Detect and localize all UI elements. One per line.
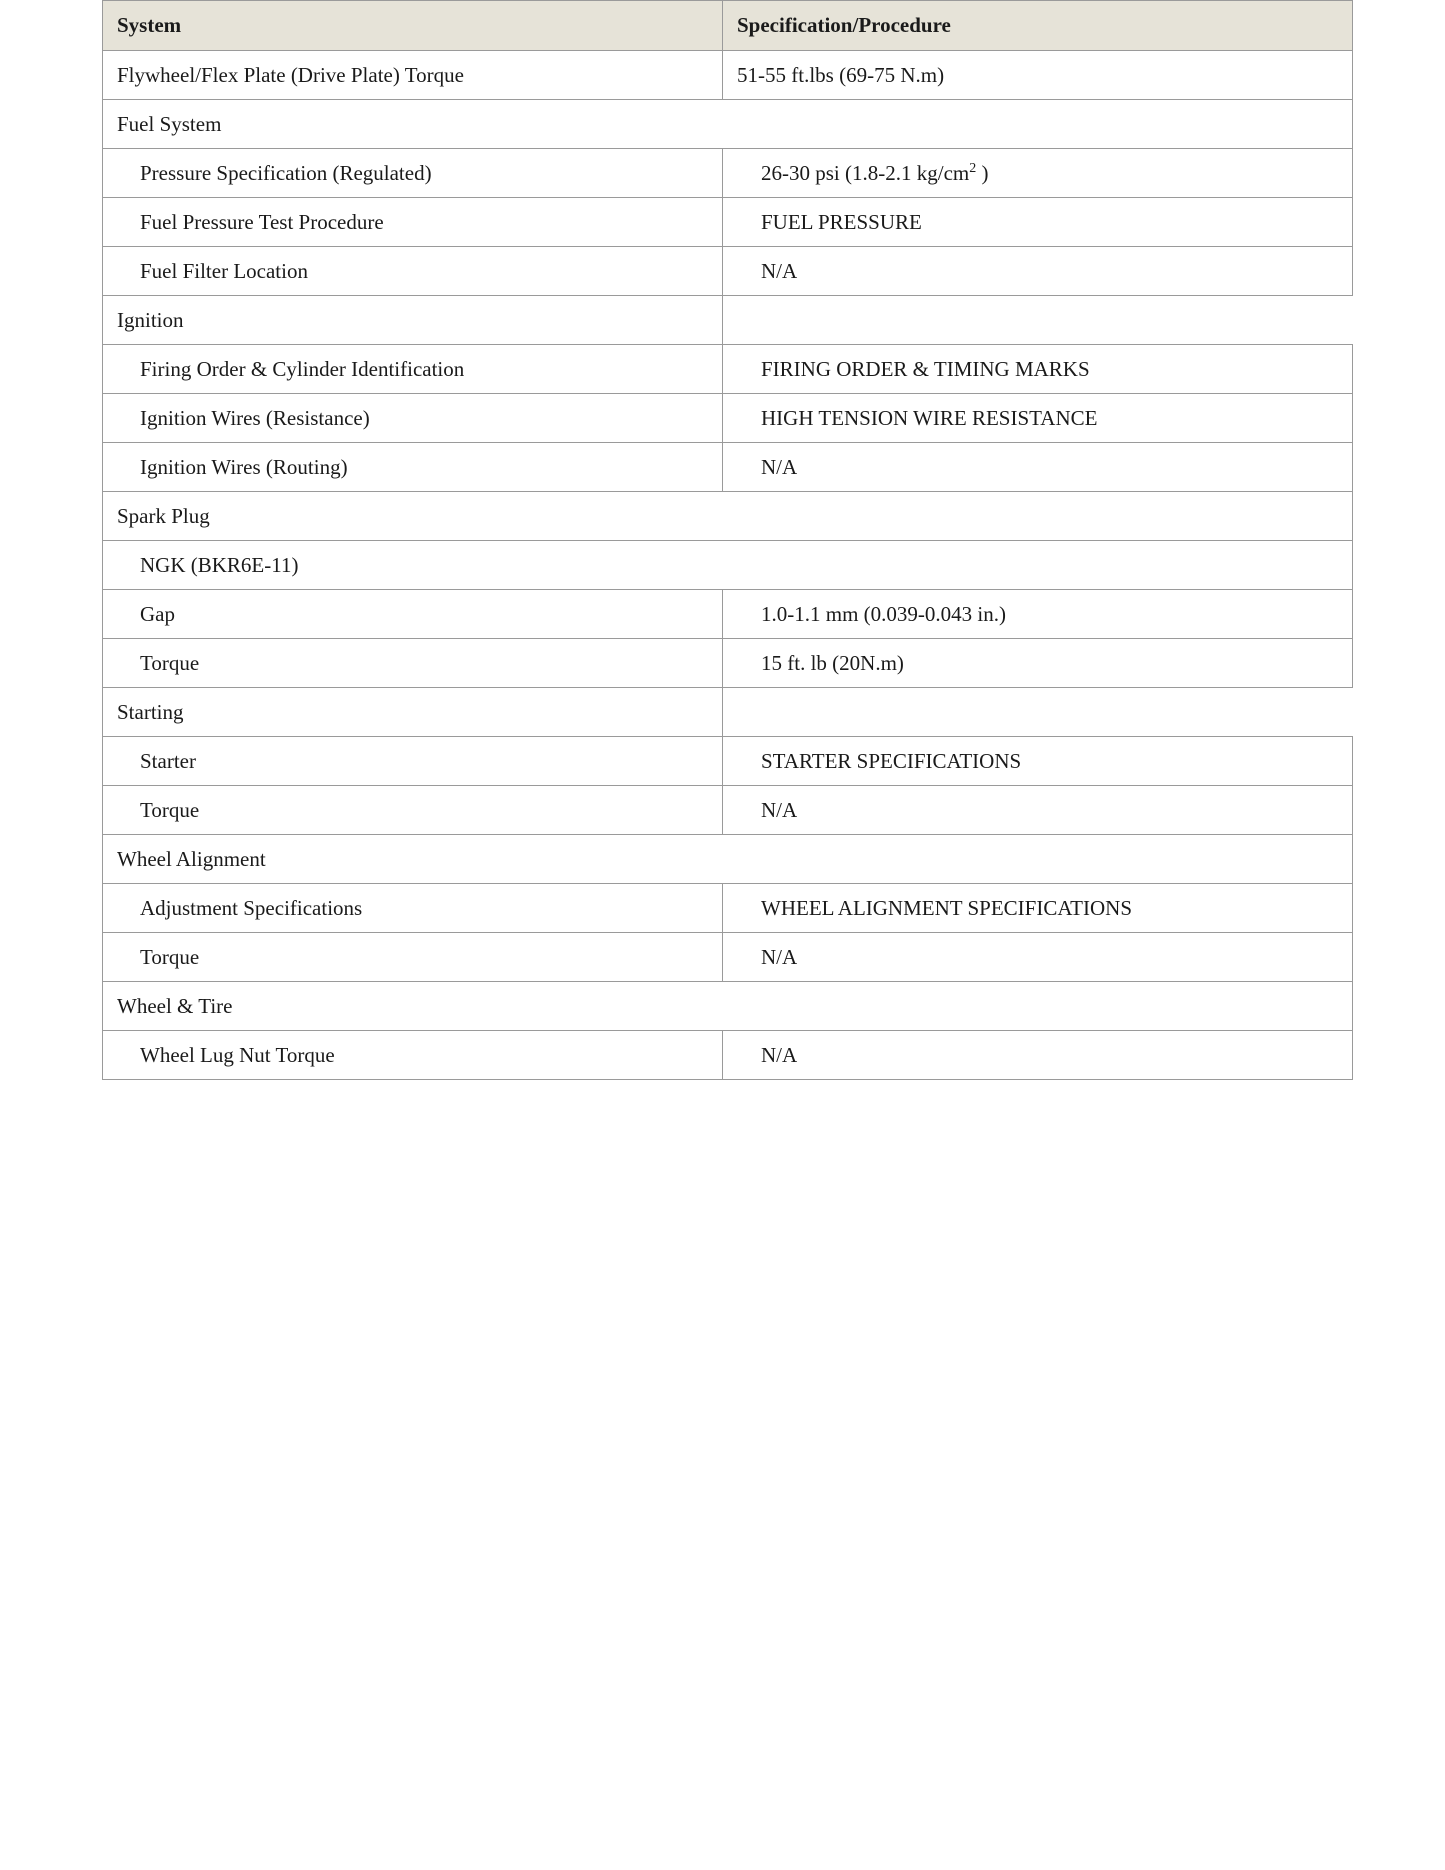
section-row (103, 492, 1353, 541)
section-row (103, 296, 1353, 345)
table-row (103, 345, 1353, 394)
spec-superscript: 2 (969, 160, 977, 176)
table-row (103, 786, 1353, 835)
table-row (103, 198, 1353, 247)
section-heading: Starting (103, 688, 723, 737)
spec-link[interactable]: FUEL PRESSURE (723, 198, 1353, 247)
subsection-row (103, 541, 1353, 590)
table-row (103, 933, 1353, 982)
section-heading: Spark Plug (103, 492, 1353, 541)
spec-cell (723, 149, 1353, 198)
section-heading: Ignition (103, 296, 723, 345)
spec-cell: N/A (723, 247, 1353, 296)
spec-cell: 1.0-1.1 mm (0.039-0.043 in.) (723, 590, 1353, 639)
spec-text: 26-30 psi (1.8-2.1 kg/cm (761, 160, 970, 185)
empty-cell (723, 688, 1353, 737)
empty-cell (723, 296, 1353, 345)
spec-link[interactable]: WHEEL ALIGNMENT SPECIFICATIONS (723, 884, 1353, 933)
system-cell: Ignition Wires (Routing) (103, 443, 723, 492)
system-column-header: System (103, 1, 723, 51)
system-cell: Torque (103, 933, 723, 982)
section-heading: Wheel & Tire (103, 982, 1353, 1031)
system-cell: Flywheel/Flex Plate (Drive Plate) Torque (103, 51, 723, 100)
section-row (103, 688, 1353, 737)
system-cell: Torque (103, 786, 723, 835)
table-row (103, 149, 1353, 198)
table-row (103, 394, 1353, 443)
section-row (103, 100, 1353, 149)
table-row (103, 884, 1353, 933)
system-cell: Firing Order & Cylinder Identification (103, 345, 723, 394)
spec-cell: 15 ft. lb (20N.m) (723, 639, 1353, 688)
table-row (103, 1031, 1353, 1080)
system-cell: Gap (103, 590, 723, 639)
spec-link[interactable]: FIRING ORDER & TIMING MARKS (723, 345, 1353, 394)
spec-cell: N/A (723, 443, 1353, 492)
spec-link[interactable]: HIGH TENSION WIRE RESISTANCE (723, 394, 1353, 443)
table-row (103, 51, 1353, 100)
table-row (103, 639, 1353, 688)
system-cell: Ignition Wires (Resistance) (103, 394, 723, 443)
system-cell: Pressure Specification (Regulated) (103, 149, 723, 198)
spec-cell: N/A (723, 1031, 1353, 1080)
table-row (103, 590, 1353, 639)
section-row (103, 835, 1353, 884)
spec-text-suffix: ) (976, 160, 989, 185)
spec-cell: N/A (723, 786, 1353, 835)
section-heading: Wheel Alignment (103, 835, 1353, 884)
spec-link[interactable]: STARTER SPECIFICATIONS (723, 737, 1353, 786)
spec-cell: 51-55 ft.lbs (69-75 N.m) (723, 51, 1353, 100)
system-cell: Starter (103, 737, 723, 786)
system-cell: Fuel Pressure Test Procedure (103, 198, 723, 247)
section-row (103, 982, 1353, 1031)
spec-cell: N/A (723, 933, 1353, 982)
system-cell: Adjustment Specifications (103, 884, 723, 933)
spec-column-header: Specification/Procedure (723, 1, 1353, 51)
system-cell: Torque (103, 639, 723, 688)
table-row (103, 247, 1353, 296)
subsection-heading: NGK (BKR6E-11) (103, 541, 1353, 590)
system-cell: Wheel Lug Nut Torque (103, 1031, 723, 1080)
table-row (103, 443, 1353, 492)
table-row (103, 737, 1353, 786)
specifications-table (102, 0, 1353, 1080)
table-header-row (103, 1, 1353, 51)
section-heading: Fuel System (103, 100, 1353, 149)
system-cell: Fuel Filter Location (103, 247, 723, 296)
